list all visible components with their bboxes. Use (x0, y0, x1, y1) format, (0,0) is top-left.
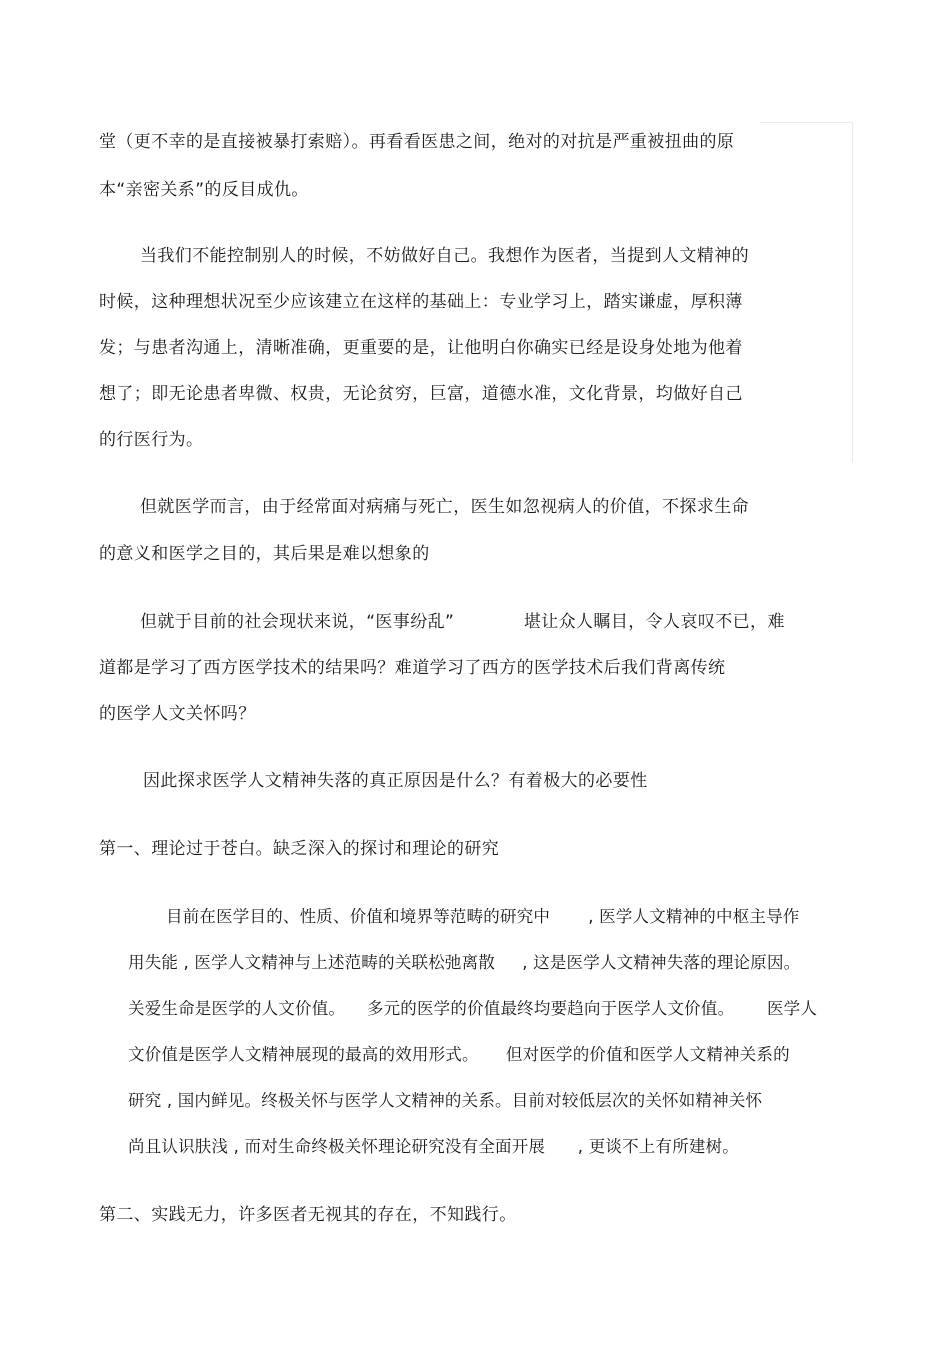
section-heading: 第一、理论过于苍白。缺乏深入的探讨和理论的研究 (99, 839, 500, 859)
text-line: 想了；即无论患者卑微、权贵，无论贫穷，巨富，道德水准，文化背景，均做好自己 (99, 384, 743, 404)
text-line: 因此探求医学人文精神失落的真正原因是什么？有着极大的必要性 (143, 771, 648, 791)
text-line: 用失能 , 医学人文精神与上述范畴的关联松弛离散 , 这是医学人文精神失落的理论原因。 (128, 953, 801, 972)
page-margin-line-top (760, 122, 852, 123)
text-line: 本“亲密关系”的反目成仇。 (99, 180, 309, 200)
page-margin-line (852, 122, 853, 462)
text-line: 的医学人文关怀吗？ (99, 704, 256, 724)
text-line: 但就于目前的社会现状来说，“医事纷乱” 堪让众人瞩目，令人哀叹不已，难 (140, 612, 785, 632)
text-line: 堂（更不幸的是直接被暴打索赔）。再看看医患之间，绝对的对抗是严重被扭曲的原 (99, 132, 735, 152)
text-line: 尚且认识肤浅 , 而对生命终极关怀理论研究没有全面开展 , 更谈不上有所建树。 (128, 1137, 739, 1156)
text-line: 的行医行为。 (99, 430, 204, 450)
text-line: 但就医学而言，由于经常面对病痛与死亡，医生如忽视病人的价值，不探求生命 (140, 497, 749, 517)
text-line: 发；与患者沟通上，清晰准确，更重要的是，让他明白你确实已经是设身处地为他着 (99, 338, 743, 358)
text-line: 道都是学习了西方医学技术的结果吗？难道学习了西方的医学技术后我们背离传统 (99, 658, 726, 678)
text-line: 目前在医学目的、性质、价值和境界等范畴的研究中 , 医学人文精神的中枢主导作 (166, 907, 800, 926)
text-line: 文价值是医学人文精神展现的最高的效用形式。 但对医学的价值和医学人文精神关系的 (128, 1045, 790, 1064)
text-line: 关爱生命是医学的人文价值。 多元的医学的价值最终均要趋向于医学人文价值。 医学人 (128, 999, 818, 1018)
section-heading: 第二、实践无力，许多医者无视其的存在，不知践行。 (99, 1205, 517, 1225)
text-line: 时候，这种理想状况至少应该建立在这样的基础上：专业学习上，踏实谦虚，厚积薄 (99, 292, 743, 312)
text-line: 的意义和医学之目的，其后果是难以想象的 (99, 544, 430, 564)
text-line: 当我们不能控制别人的时候，不妨做好自己。我想作为医者，当提到人文精神的 (140, 246, 749, 266)
text-line: 研究 , 国内鲜见。终极关怀与医学人文精神的关系。目前对较低层次的关怀如精神关怀 (128, 1091, 763, 1110)
